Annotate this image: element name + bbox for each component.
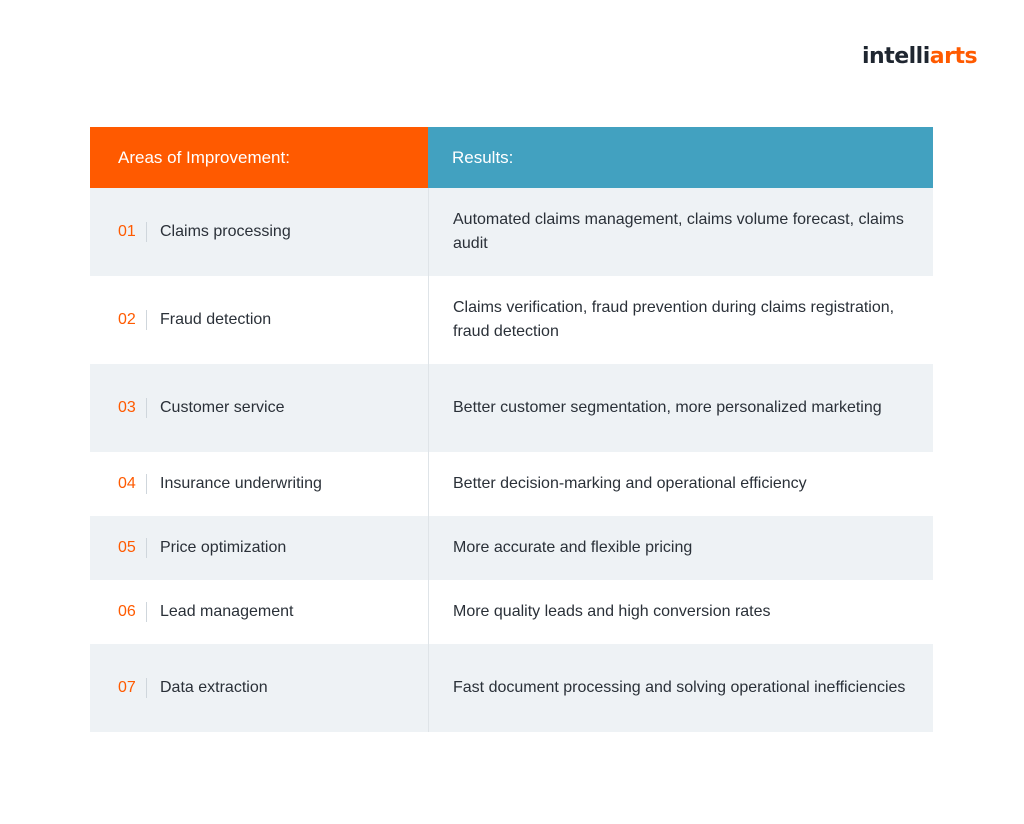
intelliarts-logo [862, 44, 977, 69]
row-divider [146, 222, 147, 242]
row-number: 03 [118, 399, 136, 416]
row-result: Better customer segmentation, more personalized marketing [428, 364, 933, 452]
row-result: Automated claims management, claims volume forecast, claims audit [428, 188, 933, 276]
header-areas: Areas of Improvement: [90, 127, 428, 188]
row-number: 07 [118, 679, 136, 696]
row-divider [146, 678, 147, 698]
table-row [90, 580, 933, 644]
row-area: Price optimization [160, 539, 287, 556]
table-row [90, 644, 933, 732]
row-divider [146, 602, 147, 622]
row-number: 01 [118, 223, 136, 240]
row-area: Data extraction [160, 679, 268, 696]
row-result: Fast document processing and solving operational inefficiencies [428, 644, 933, 732]
row-number: 05 [118, 539, 136, 556]
row-area: Lead management [160, 603, 294, 620]
row-result: Better decision-marking and operational efficiency [428, 452, 933, 516]
table-header [90, 127, 933, 188]
row-area: Fraud detection [160, 311, 272, 328]
table-row [90, 364, 933, 452]
row-result: More accurate and flexible pricing [428, 516, 933, 580]
row-area: Claims processing [160, 223, 291, 240]
row-number: 06 [118, 603, 136, 620]
row-result: More quality leads and high conversion rates [428, 580, 933, 644]
table-row [90, 188, 933, 276]
row-area: Insurance underwriting [160, 475, 322, 492]
row-divider [146, 538, 147, 558]
row-result: Claims verification, fraud prevention during claims registration, fraud detection [428, 276, 933, 364]
table-row [90, 516, 933, 580]
row-number: 04 [118, 475, 136, 492]
row-area: Customer service [160, 399, 285, 416]
table-row [90, 452, 933, 516]
table-row [90, 276, 933, 364]
row-divider [146, 398, 147, 418]
row-number: 02 [118, 311, 136, 328]
header-results: Results: [428, 127, 933, 188]
logo-text-primary: intelli [862, 44, 930, 69]
row-divider [146, 310, 147, 330]
row-divider [146, 474, 147, 494]
improvements-table [90, 127, 933, 732]
logo-text-accent: arts [929, 44, 978, 69]
